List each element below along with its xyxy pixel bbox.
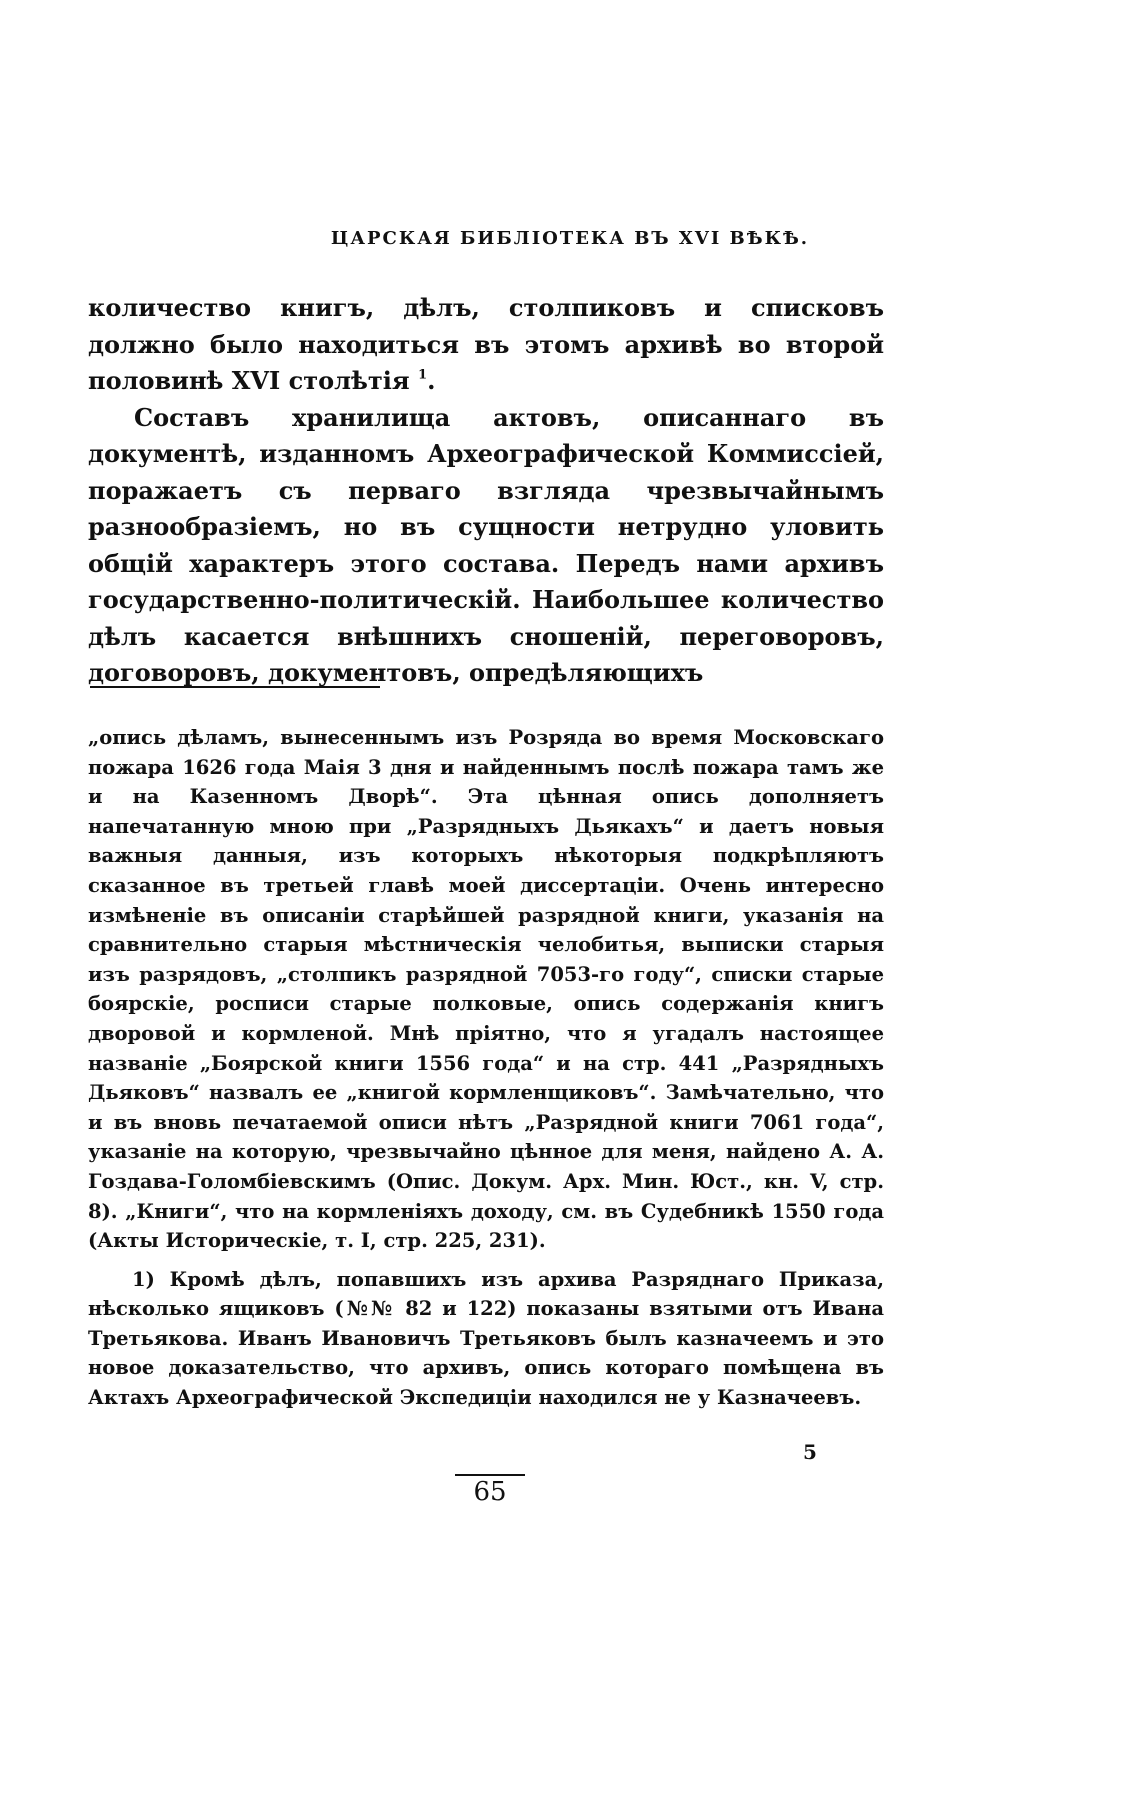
paragraph-continued (88, 290, 884, 400)
footnote-continued: „опись дѣламъ, вынесеннымъ изъ Розряда во время Московскаго пожара 1626 года Маія 3 дня и найденнымъ послѣ пожара тамъ же и на Казенномъ Дворѣ“. Эта цѣнная опись дополняетъ напечатанную мною при „Разрядныхъ Дьякахъ“ и даетъ новыя важныя данныя, изъ которыхъ нѣкоторыя подкрѣпляютъ сказанное въ третьей главѣ моей диссертаціи. Очень интересно измѣненіе въ описаніи старѣйшей разрядной книги, указанія на сравнительно старыя мѣстническія челобитья, выписки старыя изъ разрядовъ, „столпикъ разрядной 7053-го году“, списки старые боярскіе, росписи старые полковые, опись содержанія книгъ дворовой и кормленой. Мнѣ пріятно, что я угадалъ настоящее названіе „Боярской книги 1556 года“ и на стр. 441 „Разрядныхъ Дьяковъ“ назвалъ ее „книгой кормленщиковъ“. Замѣчательно, что и въ вновь печатаемой описи нѣтъ „Разрядной книги 7061 года“, указаніе на которую, чрезвычайно цѣнное для меня, найдено А. А. Гоздава-Голомбіевскимъ (Опис. Докум. Арх. Мин. Юст., кн. V, стр. 8). „Книги“, что на кормленіяхъ доходу, см. въ Судебникѣ 1550 года (Акты Историческіе, т. I, стр. 225, 231). (88, 726, 884, 1253)
footnote-divider (90, 686, 380, 688)
footnote-1-text: Кромѣ дѣлъ, попавшихъ изъ архива Разряднаго Приказа, нѣсколько ящиковъ (№№ 82 и 122) показаны взятыми отъ Ивана Третьякова. Иванъ Ивановичъ Третьяковъ былъ казначеемъ и это новое доказательство, что архивъ, опись котораго помѣщена въ Актахъ Археографической Экспедиціи находился не у Казначеевъ. (88, 1267, 884, 1410)
paragraph-archive-composition: Составъ хранилища актовъ, описаннаго въ документѣ, изданномъ Археографической Коммиссіей, поражаетъ съ перваго взгляда чрезвычайнымъ разнообразіемъ, но въ сущности нетрудно уловить общій характеръ этого состава. Передъ нами архивъ государственно-политическій. Наибольшее количество дѣлъ касается внѣшнихъ сношеній, переговоровъ, договоровъ, документовъ, опредѣляющихъ (88, 402, 884, 687)
footnotes-block (88, 723, 884, 1413)
footnote-reference: 1 (417, 367, 428, 383)
footnote-1-marker: 1) (132, 1267, 155, 1291)
paragraph-continued-text: количество книгъ, дѣлъ, столпиковъ и списковъ должно было находиться въ этомъ архивѣ во второй половинѣ XVI столѣтія (88, 293, 884, 395)
footnote-1 (88, 1265, 884, 1413)
signature-mark: 5 (803, 1440, 817, 1464)
running-title: ЦАРСКАЯ БИБЛІОТЕКА ВЪ XVI ВѢКѢ. (330, 228, 810, 249)
main-text (88, 290, 884, 692)
paragraph-continued-end: . (427, 366, 436, 395)
page-number: 65 (455, 1474, 525, 1508)
